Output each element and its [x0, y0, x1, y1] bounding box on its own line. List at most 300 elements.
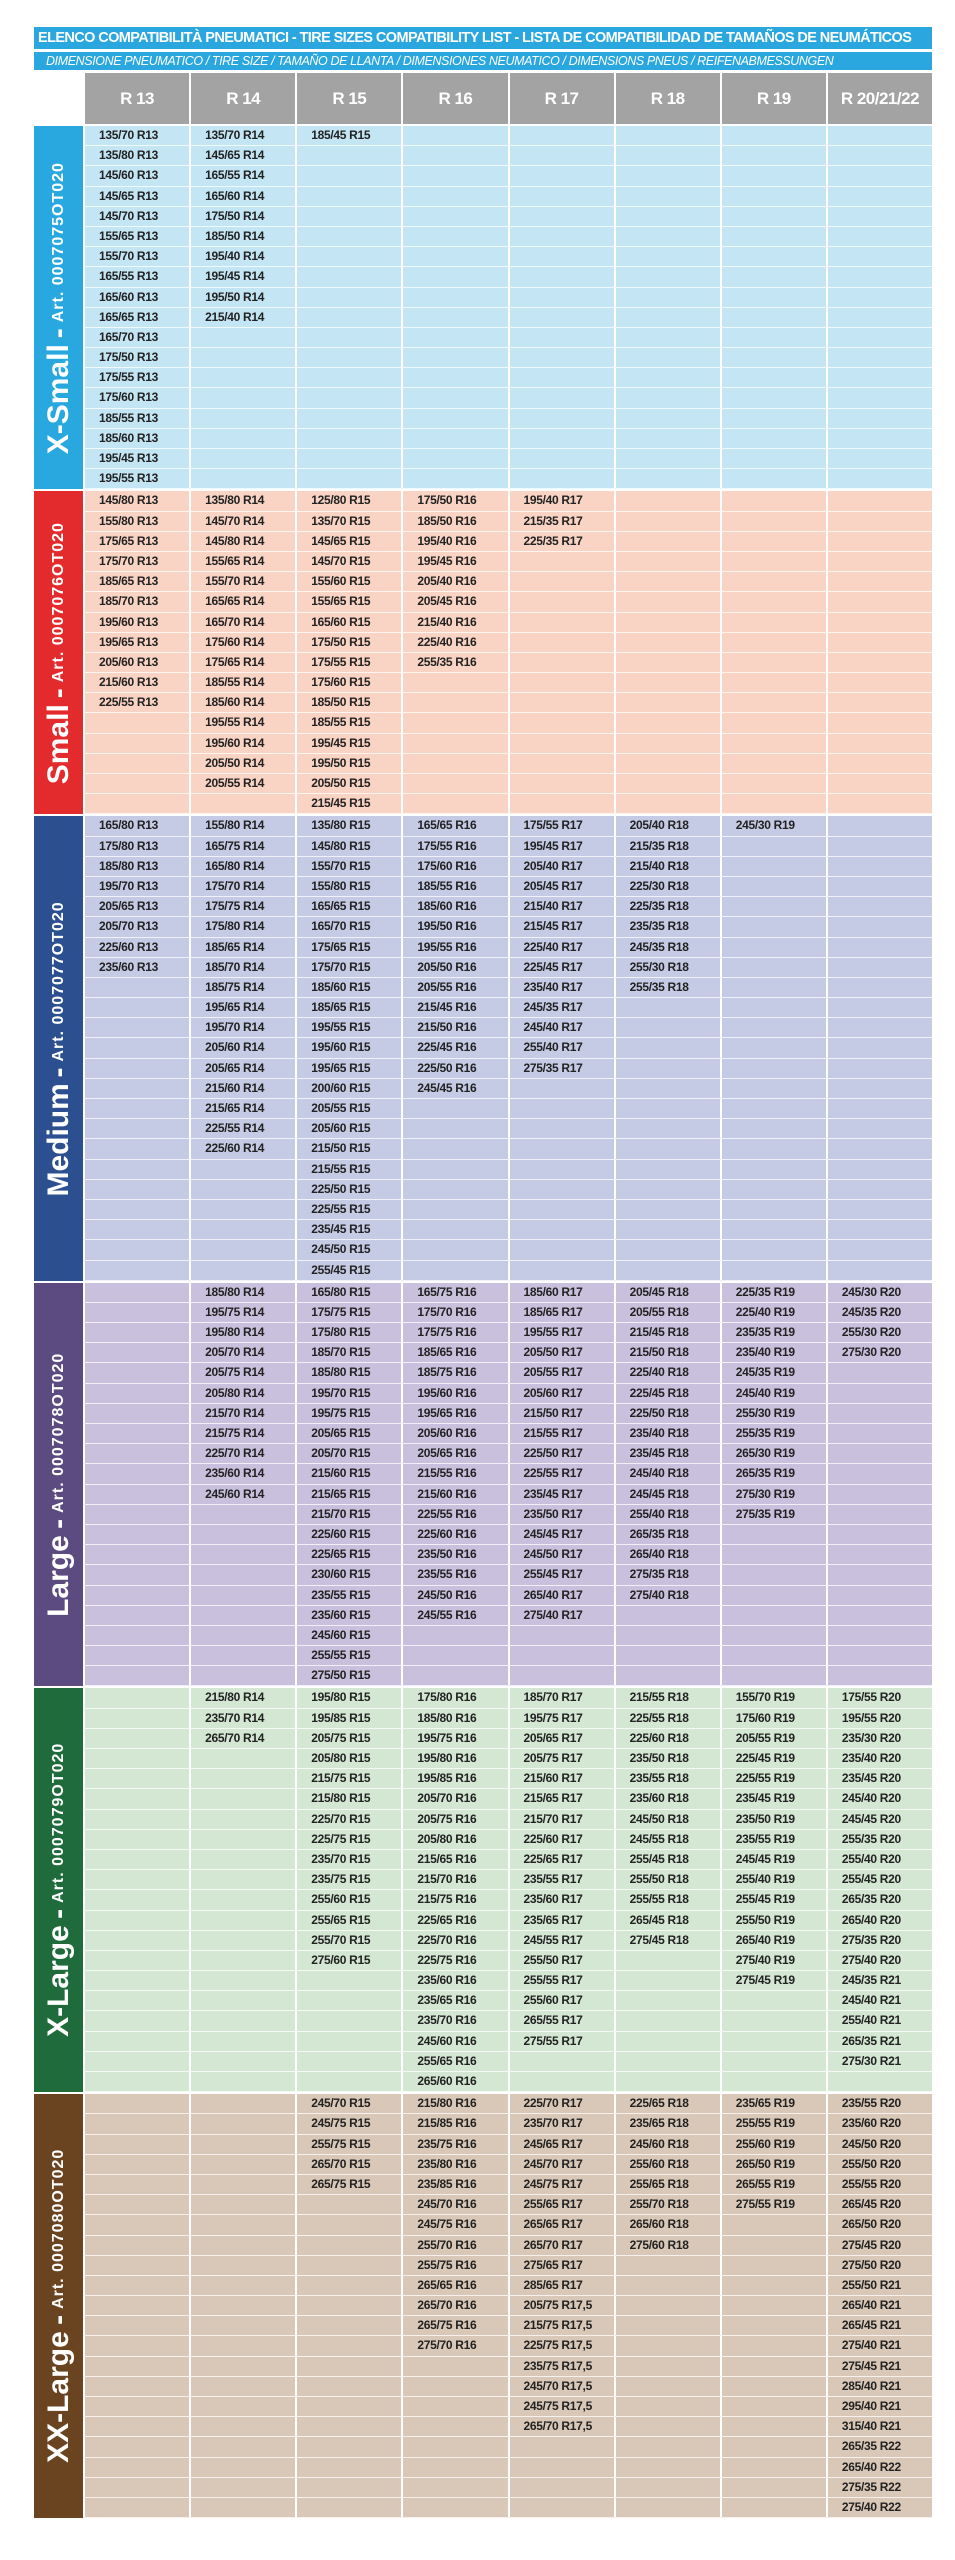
tire-size-cell: 185/50 R14 — [189, 227, 295, 246]
tire-size-cell: 275/30 R20 — [826, 1343, 932, 1362]
tire-size-cell — [826, 1626, 932, 1645]
tire-size-cell: 205/60 R14 — [189, 1038, 295, 1057]
tire-size-cell: 215/45 R15 — [295, 794, 401, 813]
tire-size-cell: 245/75 R17 — [508, 2175, 614, 2194]
tire-size-cell — [720, 613, 826, 632]
tire-size-cell — [826, 469, 932, 488]
table-row — [83, 1525, 932, 1545]
tire-size-cell: 265/35 R20 — [826, 1890, 932, 1909]
tire-size-cell: 205/70 R16 — [401, 1789, 507, 1808]
tire-size-cell — [826, 187, 932, 206]
tire-size-cell: 135/80 R13 — [83, 146, 189, 165]
tire-size-cell: 245/40 R19 — [720, 1384, 826, 1403]
tire-size-cell: 225/40 R19 — [720, 1303, 826, 1322]
tire-size-cell: 225/65 R18 — [614, 2094, 720, 2113]
tire-size-cell — [83, 2316, 189, 2335]
tire-size-cell — [614, 552, 720, 571]
table-row — [83, 2357, 932, 2377]
tire-size-cell — [614, 227, 720, 246]
tire-size-cell: 245/35 R17 — [508, 998, 614, 1017]
tire-size-cell: 215/65 R15 — [295, 1485, 401, 1504]
tire-size-cell — [720, 2215, 826, 2234]
tire-size-cell: 225/45 R19 — [720, 1749, 826, 1768]
tire-size-cell: 205/65 R14 — [189, 1059, 295, 1078]
tire-size-cell — [826, 288, 932, 307]
tire-size-cell — [720, 2011, 826, 2030]
tire-size-cell — [83, 1606, 189, 1625]
table-row — [83, 1079, 932, 1099]
tire-size-cell: 235/60 R15 — [295, 1606, 401, 1625]
tire-size-cell — [720, 2316, 826, 2335]
tire-size-cell — [83, 998, 189, 1017]
tire-size-cell — [614, 2316, 720, 2335]
tire-size-cell: 275/35 R19 — [720, 1505, 826, 1524]
tire-size-cell — [720, 1200, 826, 1219]
tire-size-cell — [720, 2296, 826, 2315]
tire-size-cell — [826, 409, 932, 428]
tire-size-cell: 175/60 R13 — [83, 388, 189, 407]
tire-size-cell — [826, 693, 932, 712]
tire-size-cell — [83, 1059, 189, 1078]
table-row — [83, 673, 932, 693]
tire-size-cell — [614, 1991, 720, 2010]
tire-size-cell: 225/60 R17 — [508, 1830, 614, 1849]
tire-size-cell — [720, 774, 826, 793]
tire-size-cell: 205/80 R14 — [189, 1384, 295, 1403]
tire-size-cell — [826, 917, 932, 936]
tire-size-cell — [401, 1666, 507, 1685]
tire-size-cell — [295, 409, 401, 428]
table-row — [83, 2377, 932, 2397]
tire-size-cell: 225/35 R19 — [720, 1283, 826, 1302]
tire-size-cell — [401, 2498, 507, 2517]
tire-size-cell — [83, 2195, 189, 2214]
table-row — [83, 126, 932, 146]
table-row — [83, 1646, 932, 1666]
tire-size-cell — [614, 572, 720, 591]
tire-size-cell: 255/40 R19 — [720, 1870, 826, 1889]
tire-size-cell — [189, 2175, 295, 2194]
tire-size-cell — [720, 1119, 826, 1138]
tire-size-cell: 275/55 R19 — [720, 2195, 826, 2214]
tire-size-cell: 245/75 R15 — [295, 2114, 401, 2133]
tire-size-cell — [826, 388, 932, 407]
table-row — [83, 877, 932, 897]
tire-size-cell: 245/45 R18 — [614, 1485, 720, 1504]
tire-size-cell — [83, 1160, 189, 1179]
section-name: Medium — [41, 1082, 75, 1197]
tire-size-cell — [401, 1180, 507, 1199]
table-row — [83, 1769, 932, 1789]
tire-size-cell: 255/30 R20 — [826, 1323, 932, 1342]
tire-size-cell — [720, 449, 826, 468]
tire-size-cell: 185/60 R15 — [295, 978, 401, 997]
tire-size-cell: 315/40 R21 — [826, 2417, 932, 2436]
tire-size-cell: 255/45 R20 — [826, 1870, 932, 1889]
tire-size-cell — [83, 2336, 189, 2355]
tire-size-cell: 235/75 R15 — [295, 1870, 401, 1889]
tire-size-cell — [826, 1545, 932, 1564]
tire-size-cell: 265/40 R17 — [508, 1586, 614, 1605]
tire-size-cell — [189, 429, 295, 448]
tire-size-cell: 275/40 R19 — [720, 1951, 826, 1970]
tire-size-cell — [189, 1666, 295, 1685]
tire-size-cell: 245/45 R17 — [508, 1525, 614, 1544]
tire-size-cell: 225/65 R17 — [508, 1850, 614, 1869]
tire-size-cell — [295, 2195, 401, 2214]
tire-size-cell: 165/60 R14 — [189, 187, 295, 206]
table-row — [83, 207, 932, 227]
table-row — [83, 653, 932, 673]
tire-size-cell — [614, 429, 720, 448]
tire-size-cell: 215/60 R16 — [401, 1485, 507, 1504]
tire-size-cell — [295, 2498, 401, 2517]
table-row — [83, 146, 932, 166]
tire-size-cell: 175/70 R15 — [295, 958, 401, 977]
tire-size-cell: 265/60 R16 — [401, 2072, 507, 2091]
tire-size-cell — [614, 774, 720, 793]
tire-size-cell: 205/75 R17 — [508, 1749, 614, 1768]
tire-size-cell — [83, 1646, 189, 1665]
table-row — [83, 917, 932, 937]
section-name: Small — [41, 703, 75, 784]
separator: - — [41, 1909, 75, 1920]
section-xx-large — [34, 2094, 932, 2518]
tire-size-cell: 255/55 R17 — [508, 1971, 614, 1990]
tire-size-cell — [83, 1951, 189, 1970]
tire-size-cell — [508, 592, 614, 611]
tire-size-cell — [295, 2316, 401, 2335]
tire-size-cell — [720, 532, 826, 551]
table-row — [83, 2195, 932, 2215]
tire-size-cell: 185/70 R13 — [83, 592, 189, 611]
tire-size-cell — [83, 1991, 189, 2010]
tire-size-cell — [83, 1038, 189, 1057]
tire-size-cell — [295, 2011, 401, 2030]
tire-size-cell: 265/70 R17 — [508, 2236, 614, 2255]
tire-size-cell: 185/65 R15 — [295, 998, 401, 1017]
tire-size-cell: 245/50 R17 — [508, 1545, 614, 1564]
tire-size-cell: 185/80 R14 — [189, 1283, 295, 1302]
tire-size-cell — [508, 2072, 614, 2091]
tire-size-cell: 195/45 R16 — [401, 552, 507, 571]
tire-size-cell: 275/30 R19 — [720, 1485, 826, 1504]
tire-size-cell — [614, 2072, 720, 2091]
tire-size-cell — [295, 469, 401, 488]
table-row — [83, 1586, 932, 1606]
table-row — [83, 1850, 932, 1870]
tire-size-cell: 265/60 R18 — [614, 2215, 720, 2234]
tire-size-cell: 175/55 R16 — [401, 837, 507, 856]
tire-size-cell: 245/35 R19 — [720, 1363, 826, 1382]
tire-size-cell: 135/80 R14 — [189, 491, 295, 510]
table-row — [83, 2011, 932, 2031]
tire-size-cell — [189, 2094, 295, 2113]
tire-size-cell — [614, 613, 720, 632]
tire-size-cell — [826, 734, 932, 753]
tire-size-cell: 155/70 R19 — [720, 1688, 826, 1707]
tire-size-cell: 265/30 R19 — [720, 1444, 826, 1463]
tire-size-cell: 265/50 R20 — [826, 2215, 932, 2234]
tire-size-cell — [83, 1323, 189, 1342]
tire-size-cell — [295, 2458, 401, 2477]
tire-size-cell — [189, 1911, 295, 1930]
table-row — [83, 2094, 932, 2114]
table-row — [83, 1505, 932, 1525]
table-row — [83, 1018, 932, 1038]
tire-size-cell — [401, 1099, 507, 1118]
tire-size-cell: 145/60 R13 — [83, 166, 189, 185]
tire-size-cell: 275/40 R17 — [508, 1606, 614, 1625]
tire-size-cell — [508, 673, 614, 692]
tire-size-cell — [826, 1160, 932, 1179]
table-row — [83, 1709, 932, 1729]
tire-size-cell — [720, 1545, 826, 1564]
tire-size-cell — [83, 1200, 189, 1219]
tire-size-cell: 265/35 R21 — [826, 2032, 932, 2051]
tire-size-cell: 215/40 R17 — [508, 897, 614, 916]
tire-size-cell — [826, 1079, 932, 1098]
tire-size-cell — [614, 2417, 720, 2436]
tire-size-cell: 185/60 R16 — [401, 897, 507, 916]
tire-size-cell: 235/50 R16 — [401, 1545, 507, 1564]
tire-size-cell — [720, 227, 826, 246]
tire-size-cell — [83, 1283, 189, 1302]
tire-size-cell — [720, 2458, 826, 2477]
tire-size-cell — [614, 288, 720, 307]
table-row — [83, 794, 932, 814]
table-row — [83, 187, 932, 207]
tire-size-cell: 175/50 R16 — [401, 491, 507, 510]
tire-size-cell — [720, 1018, 826, 1037]
tire-size-cell — [720, 2256, 826, 2275]
tire-size-cell — [720, 388, 826, 407]
tire-size-cell: 275/55 R17 — [508, 2032, 614, 2051]
column-header: R 17 — [508, 73, 614, 124]
tire-size-cell: 195/45 R17 — [508, 837, 614, 856]
tire-size-cell: 235/40 R18 — [614, 1424, 720, 1443]
tire-size-cell — [720, 754, 826, 773]
tire-size-cell — [508, 469, 614, 488]
tire-size-cell: 155/70 R15 — [295, 857, 401, 876]
tire-size-cell — [614, 653, 720, 672]
tire-size-cell: 255/75 R15 — [295, 2135, 401, 2154]
tire-size-cell — [720, 1079, 826, 1098]
tire-size-cell — [614, 308, 720, 327]
tire-size-cell — [720, 1180, 826, 1199]
tire-size-cell: 165/55 R14 — [189, 166, 295, 185]
tire-size-cell — [508, 693, 614, 712]
tire-size-cell — [720, 2478, 826, 2497]
tire-size-cell — [614, 1099, 720, 1118]
tire-size-cell: 205/45 R16 — [401, 592, 507, 611]
tire-size-cell — [826, 532, 932, 551]
tire-size-cell — [401, 449, 507, 468]
tire-size-cell — [508, 1099, 614, 1118]
tire-size-cell: 255/50 R18 — [614, 1870, 720, 1889]
tire-size-cell — [189, 1931, 295, 1950]
tire-size-cell: 215/70 R14 — [189, 1404, 295, 1423]
table-row — [83, 1464, 932, 1484]
tire-size-cell — [189, 2437, 295, 2456]
tire-size-cell: 245/70 R17,5 — [508, 2377, 614, 2396]
tire-size-cell — [83, 1586, 189, 1605]
tire-size-cell: 225/45 R17 — [508, 958, 614, 977]
tire-size-cell: 195/55 R17 — [508, 1323, 614, 1342]
tire-size-cell: 235/55 R17 — [508, 1870, 614, 1889]
tire-size-cell: 235/50 R18 — [614, 1749, 720, 1768]
tire-size-cell: 205/55 R18 — [614, 1303, 720, 1322]
section-name: X-Large — [41, 1925, 75, 2038]
tire-size-cell: 215/35 R18 — [614, 837, 720, 856]
tire-size-cell: 195/50 R14 — [189, 288, 295, 307]
tire-size-cell — [83, 1749, 189, 1768]
tire-size-cell: 215/60 R14 — [189, 1079, 295, 1098]
tire-size-cell — [614, 187, 720, 206]
tire-size-cell: 235/55 R20 — [826, 2094, 932, 2113]
tire-size-cell — [83, 1261, 189, 1280]
tire-size-cell — [614, 734, 720, 753]
section-medium — [34, 816, 932, 1280]
tire-size-cell: 245/70 R16 — [401, 2195, 507, 2214]
table-row — [83, 1424, 932, 1444]
tire-size-cell: 175/65 R14 — [189, 653, 295, 672]
tire-size-cell: 175/70 R14 — [189, 877, 295, 896]
tire-size-cell: 195/80 R16 — [401, 1749, 507, 1768]
table-row — [83, 693, 932, 713]
tire-size-cell: 155/65 R14 — [189, 552, 295, 571]
tire-size-cell: 265/70 R16 — [401, 2296, 507, 2315]
tire-size-cell — [614, 1180, 720, 1199]
tire-size-cell: 245/40 R21 — [826, 1991, 932, 2010]
tire-size-cell: 255/65 R17 — [508, 2195, 614, 2214]
tire-size-cell: 265/35 R18 — [614, 1525, 720, 1544]
tire-size-cell: 275/45 R18 — [614, 1931, 720, 1950]
tire-size-cell — [720, 1626, 826, 1645]
tire-size-cell — [189, 2052, 295, 2071]
tire-size-cell — [83, 1464, 189, 1483]
tire-size-cell — [295, 207, 401, 226]
section-label — [34, 1283, 83, 1687]
tire-size-cell: 225/60 R15 — [295, 1525, 401, 1544]
tire-size-cell: 205/50 R14 — [189, 754, 295, 773]
tire-size-cell: 235/75 R17,5 — [508, 2357, 614, 2376]
tire-size-cell — [508, 2458, 614, 2477]
tire-size-cell — [720, 572, 826, 591]
tire-size-cell: 235/50 R19 — [720, 1810, 826, 1829]
tire-size-cell — [826, 938, 932, 957]
tire-size-cell: 145/80 R14 — [189, 532, 295, 551]
tire-size-cell: 245/35 R18 — [614, 938, 720, 957]
table-row — [83, 449, 932, 469]
tire-size-cell — [83, 1545, 189, 1564]
table-row — [83, 469, 932, 489]
section-name: X-Small — [41, 343, 75, 454]
tire-size-cell — [508, 388, 614, 407]
tire-size-cell: 225/65 R15 — [295, 1545, 401, 1564]
tire-size-cell — [826, 794, 932, 813]
tire-size-cell — [508, 1079, 614, 1098]
tire-size-cell — [83, 1303, 189, 1322]
tire-size-cell — [720, 1525, 826, 1544]
tire-size-cell — [508, 794, 614, 813]
tire-size-cell: 235/70 R17 — [508, 2114, 614, 2133]
tire-size-cell — [720, 734, 826, 753]
tire-size-cell — [189, 1789, 295, 1808]
tire-size-cell — [614, 2478, 720, 2497]
table-row — [83, 837, 932, 857]
table-row — [83, 1099, 932, 1119]
tire-size-cell — [295, 2276, 401, 2295]
table-row — [83, 1220, 932, 1240]
tire-size-cell — [826, 592, 932, 611]
table-row — [83, 998, 932, 1018]
tire-size-cell — [83, 2377, 189, 2396]
tire-size-cell: 195/75 R14 — [189, 1303, 295, 1322]
tire-size-cell: 275/65 R17 — [508, 2256, 614, 2275]
table-row — [83, 1931, 932, 1951]
tire-size-cell — [720, 1646, 826, 1665]
tire-size-cell: 255/45 R17 — [508, 1565, 614, 1584]
tire-size-cell: 185/65 R17 — [508, 1303, 614, 1322]
tire-size-cell: 175/65 R15 — [295, 938, 401, 957]
tire-size-cell: 195/65 R14 — [189, 998, 295, 1017]
tire-size-cell: 255/60 R19 — [720, 2135, 826, 2154]
tire-size-cell — [508, 552, 614, 571]
tire-size-cell: 195/70 R14 — [189, 1018, 295, 1037]
tire-size-cell: 245/55 R16 — [401, 1606, 507, 1625]
tire-size-cell — [508, 734, 614, 753]
tire-size-cell — [720, 1160, 826, 1179]
tire-size-cell: 195/60 R16 — [401, 1384, 507, 1403]
tire-size-cell — [614, 328, 720, 347]
tire-size-cell: 245/55 R18 — [614, 1830, 720, 1849]
tire-size-cell: 195/45 R14 — [189, 267, 295, 286]
tire-size-cell — [614, 368, 720, 387]
tire-size-cell: 195/75 R16 — [401, 1729, 507, 1748]
tire-size-cell — [826, 1464, 932, 1483]
tire-size-cell — [720, 673, 826, 692]
table-row — [83, 978, 932, 998]
tire-size-cell: 215/80 R14 — [189, 1688, 295, 1707]
tire-size-cell — [826, 368, 932, 387]
tire-size-cell: 175/75 R14 — [189, 897, 295, 916]
tire-size-cell: 185/45 R15 — [295, 126, 401, 145]
table-row — [83, 1971, 932, 1991]
tire-size-cell — [720, 592, 826, 611]
tire-size-cell — [826, 1119, 932, 1138]
tire-size-cell — [614, 2498, 720, 2517]
tire-size-cell — [83, 2417, 189, 2436]
tire-size-cell — [401, 308, 507, 327]
size-sections — [34, 126, 932, 2518]
table-row — [83, 1404, 932, 1424]
tire-size-cell: 195/55 R20 — [826, 1709, 932, 1728]
tire-size-cell — [295, 2032, 401, 2051]
table-row — [83, 2478, 932, 2498]
tire-size-cell — [508, 2498, 614, 2517]
tire-size-cell: 215/80 R15 — [295, 1789, 401, 1808]
tire-size-cell — [826, 633, 932, 652]
tire-size-cell — [508, 1626, 614, 1645]
tire-size-cell — [189, 2236, 295, 2255]
tire-size-cell — [83, 1018, 189, 1037]
tire-size-cell — [720, 2498, 826, 2517]
tire-size-cell: 265/75 R16 — [401, 2316, 507, 2335]
tire-size-cell: 195/45 R13 — [83, 449, 189, 468]
tire-size-cell — [295, 2336, 401, 2355]
tire-size-cell: 245/50 R15 — [295, 1240, 401, 1259]
